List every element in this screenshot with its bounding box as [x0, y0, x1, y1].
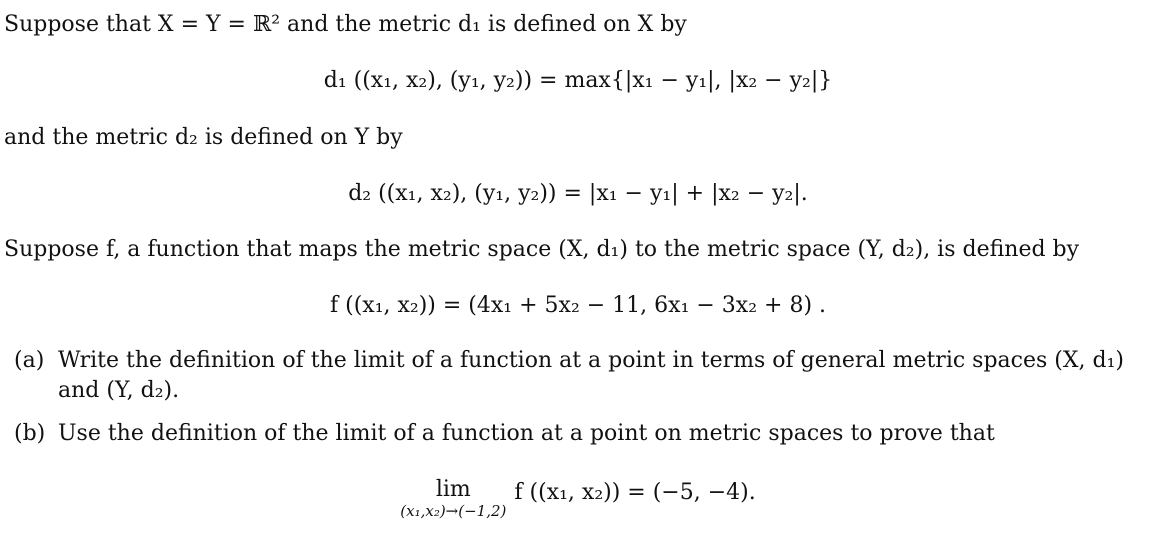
- limit-expression: f ((x₁, x₂)) = (−5, −4).: [514, 480, 756, 505]
- limit-statement: [0, 476, 1156, 521]
- limit-word: lim: [435, 477, 471, 502]
- limit-subscript: (x₁,x₂)→(−1,2): [400, 502, 507, 521]
- part-b-item: [14, 419, 1148, 449]
- intro-text: Suppose that X = Y = ℝ² and the metric d₁ is defined on X by: [4, 12, 687, 37]
- part-a-label: (a): [14, 348, 45, 373]
- limit-operator: [400, 478, 506, 520]
- metric-d1-formula: d₁ ((x₁, x₂), (y₁, y₂)) = max{|x₁ − y₁|, |x₂ − y₂|}: [323, 68, 833, 93]
- function-intro-text: Suppose f, a function that maps the metric space (X, d₁) to the metric space (Y, d₂), is defined by: [4, 237, 1080, 262]
- function-definition-formula: f ((x₁, x₂)) = (4x₁ + 5x₂ − 11, 6x₁ − 3x₂ + 8) .: [329, 293, 827, 318]
- part-a-text: Write the definition of the limit of a function at a point in terms of general metric spaces (X, d₁) and (Y, d₂).: [58, 348, 1125, 404]
- metric-d2-intro-text: and the metric d₂ is defined on Y by: [4, 125, 403, 150]
- part-a-item: [14, 346, 1148, 407]
- metric-d2-formula: d₂ ((x₁, x₂), (y₁, y₂)) = |x₁ − y₁| + |x₂ − y₂|.: [348, 181, 808, 206]
- part-b-label: (b): [14, 421, 46, 446]
- part-b-text: Use the definition of the limit of a function at a point on metric spaces to prove that: [58, 421, 995, 446]
